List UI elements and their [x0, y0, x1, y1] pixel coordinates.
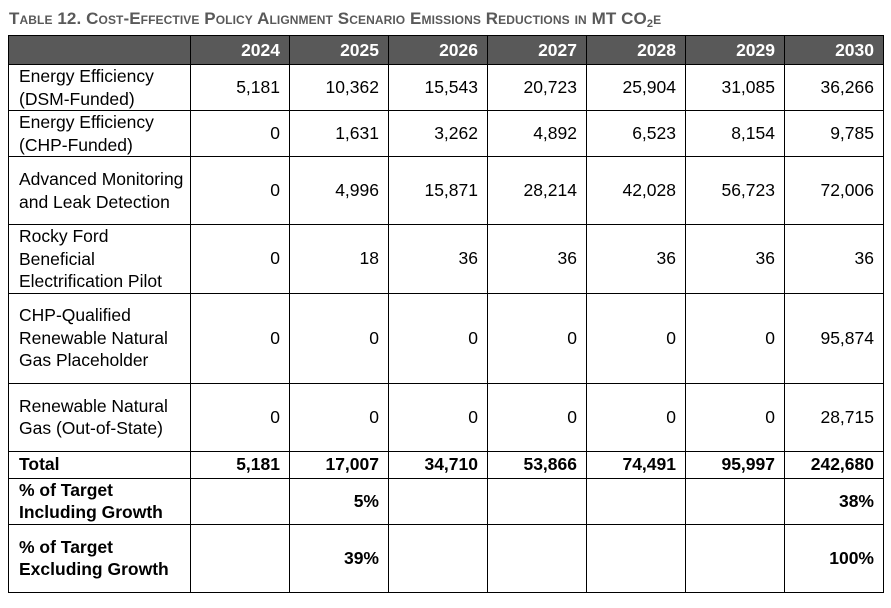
value-cell: 0	[389, 293, 488, 383]
emissions-reductions-table	[8, 35, 884, 593]
value-cell: 34,710	[389, 451, 488, 478]
table-row	[9, 451, 884, 478]
value-cell: 25,904	[587, 65, 686, 111]
value-cell: 0	[686, 383, 785, 451]
value-cell: 38%	[785, 478, 884, 524]
caption-text: Table 12. Cost-Effective Policy Alignment Scenario Emissions Reductions in MT CO	[9, 9, 647, 28]
value-cell: 3,262	[389, 111, 488, 157]
header-cell: 2026	[389, 36, 488, 65]
value-cell: 36	[389, 225, 488, 294]
value-cell: 36	[686, 225, 785, 294]
value-cell: 4,996	[290, 157, 389, 225]
header-cell: 2028	[587, 36, 686, 65]
value-cell	[686, 478, 785, 524]
value-cell: 39%	[290, 524, 389, 592]
value-cell: 0	[191, 293, 290, 383]
header-cell	[9, 36, 191, 65]
header-cell: 2024	[191, 36, 290, 65]
value-cell	[587, 524, 686, 592]
value-cell: 1,631	[290, 111, 389, 157]
value-cell: 5,181	[191, 451, 290, 478]
value-cell: 36	[785, 225, 884, 294]
value-cell: 0	[587, 383, 686, 451]
value-cell: 0	[587, 293, 686, 383]
value-cell: 0	[290, 293, 389, 383]
value-cell	[191, 478, 290, 524]
row-label: Rocky Ford Beneficial Electrification Pilot	[9, 225, 191, 294]
value-cell	[191, 524, 290, 592]
value-cell: 242,680	[785, 451, 884, 478]
value-cell: 31,085	[686, 65, 785, 111]
value-cell: 0	[686, 293, 785, 383]
value-cell: 56,723	[686, 157, 785, 225]
table-row	[9, 225, 884, 294]
row-label: Total	[9, 451, 191, 478]
value-cell	[389, 478, 488, 524]
value-cell: 36,266	[785, 65, 884, 111]
value-cell: 72,006	[785, 157, 884, 225]
value-cell: 0	[191, 225, 290, 294]
value-cell: 10,362	[290, 65, 389, 111]
value-cell: 20,723	[488, 65, 587, 111]
table-row	[9, 524, 884, 592]
value-cell: 74,491	[587, 451, 686, 478]
header-cell: 2030	[785, 36, 884, 65]
row-label: Energy Efficiency (DSM-Funded)	[9, 65, 191, 111]
value-cell: 0	[290, 383, 389, 451]
value-cell: 8,154	[686, 111, 785, 157]
row-label: Energy Efficiency (CHP-Funded)	[9, 111, 191, 157]
header-cell: 2027	[488, 36, 587, 65]
value-cell: 9,785	[785, 111, 884, 157]
value-cell	[389, 524, 488, 592]
caption-suffix: e	[653, 9, 662, 28]
row-label: CHP-Qualified Renewable Natural Gas Placeholder	[9, 293, 191, 383]
row-label: Renewable Natural Gas (Out-of-State)	[9, 383, 191, 451]
value-cell: 36	[488, 225, 587, 294]
table-row	[9, 383, 884, 451]
header-cell: 2029	[686, 36, 785, 65]
value-cell: 4,892	[488, 111, 587, 157]
table-header-row	[9, 36, 884, 65]
caption-subscript: 2	[646, 18, 654, 30]
value-cell: 0	[488, 383, 587, 451]
value-cell: 53,866	[488, 451, 587, 478]
row-label: % of Target Excluding Growth	[9, 524, 191, 592]
table-row	[9, 293, 884, 383]
value-cell: 28,715	[785, 383, 884, 451]
table-caption	[9, 9, 661, 30]
value-cell: 0	[488, 293, 587, 383]
value-cell: 17,007	[290, 451, 389, 478]
value-cell: 42,028	[587, 157, 686, 225]
value-cell	[488, 524, 587, 592]
value-cell: 95,997	[686, 451, 785, 478]
value-cell: 5%	[290, 478, 389, 524]
value-cell	[686, 524, 785, 592]
value-cell: 0	[191, 157, 290, 225]
value-cell: 5,181	[191, 65, 290, 111]
value-cell: 36	[587, 225, 686, 294]
value-cell: 28,214	[488, 157, 587, 225]
table-row	[9, 65, 884, 111]
value-cell: 6,523	[587, 111, 686, 157]
row-label: Advanced Monitoring and Leak Detection	[9, 157, 191, 225]
value-cell	[488, 478, 587, 524]
value-cell: 0	[191, 383, 290, 451]
table-row	[9, 478, 884, 524]
value-cell: 15,871	[389, 157, 488, 225]
value-cell: 0	[389, 383, 488, 451]
row-label: % of Target Including Growth	[9, 478, 191, 524]
value-cell: 95,874	[785, 293, 884, 383]
value-cell: 100%	[785, 524, 884, 592]
table-row	[9, 157, 884, 225]
header-cell: 2025	[290, 36, 389, 65]
value-cell: 0	[191, 111, 290, 157]
value-cell	[587, 478, 686, 524]
table-row	[9, 111, 884, 157]
value-cell: 18	[290, 225, 389, 294]
value-cell: 15,543	[389, 65, 488, 111]
